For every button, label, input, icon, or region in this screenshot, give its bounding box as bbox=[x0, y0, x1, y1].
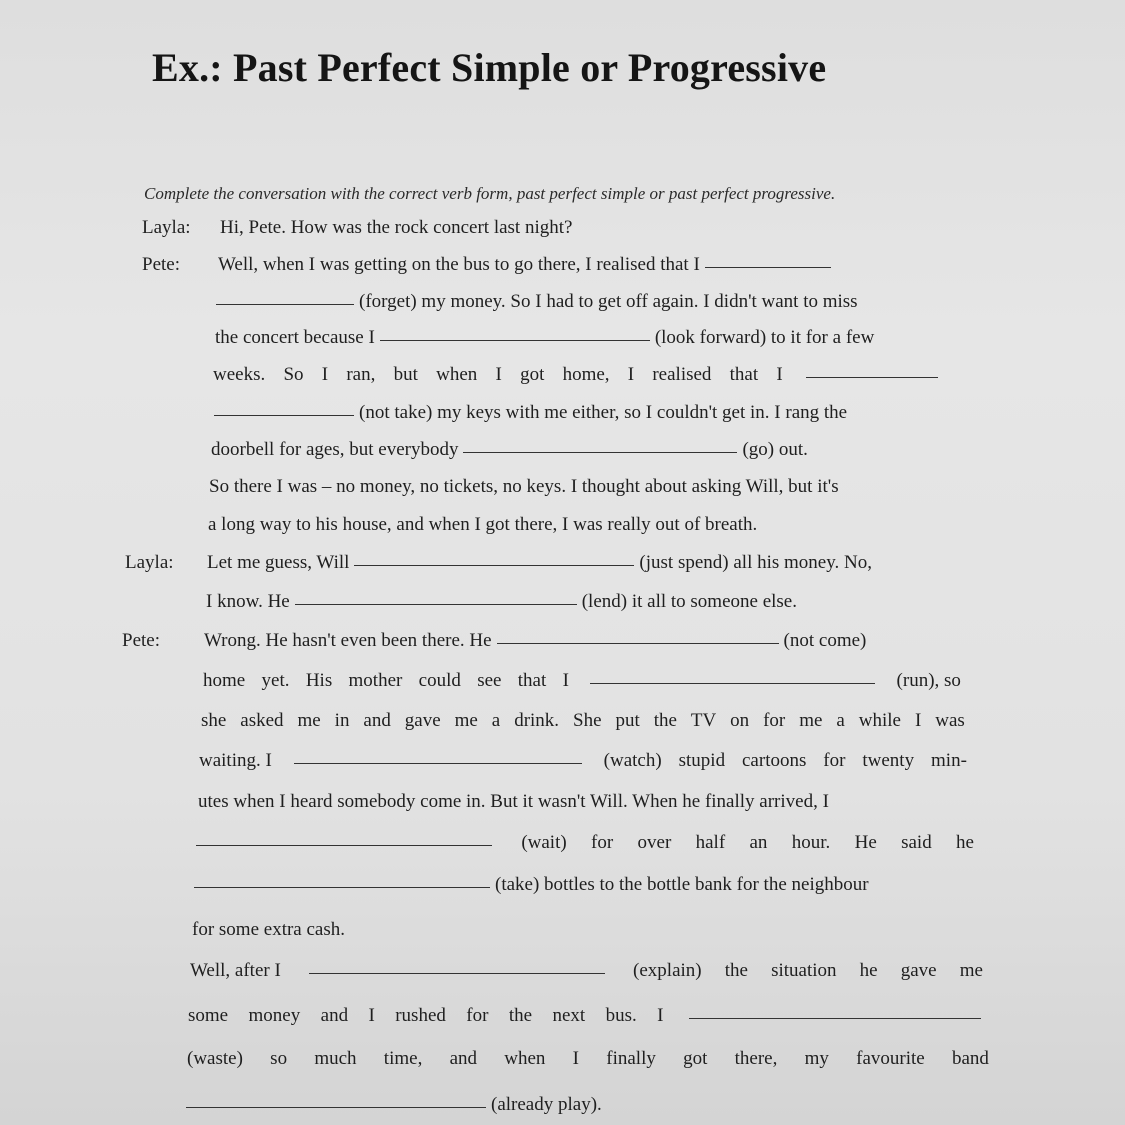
word: so bbox=[270, 1048, 288, 1069]
word: I bbox=[368, 1005, 375, 1026]
word: the bbox=[653, 710, 677, 731]
word: and bbox=[449, 1048, 478, 1069]
word: situation bbox=[771, 960, 837, 981]
line-text: (lend) it all to someone else. bbox=[581, 591, 797, 612]
answer-blank[interactable] bbox=[497, 642, 779, 644]
answer-blank[interactable] bbox=[214, 414, 354, 416]
word: (watch) bbox=[603, 750, 662, 771]
dialogue-line bbox=[190, 960, 983, 982]
word: put bbox=[615, 710, 640, 731]
word: yet. bbox=[261, 670, 290, 691]
line-text: the concert because I bbox=[215, 327, 375, 348]
dialogue-line bbox=[215, 327, 874, 349]
word: I bbox=[321, 364, 329, 385]
word: finally bbox=[606, 1048, 656, 1069]
line-text: (run), so bbox=[896, 670, 961, 691]
word: some bbox=[188, 1005, 229, 1026]
dialogue-line bbox=[218, 254, 836, 276]
dialogue-line bbox=[206, 591, 797, 613]
exercise-instruction: Complete the conversation with the correct verb form, past perfect simple or past perfect progressive. bbox=[144, 184, 836, 203]
word: an bbox=[749, 832, 768, 853]
word: there, bbox=[734, 1048, 778, 1069]
dialogue-line bbox=[192, 919, 345, 941]
dialogue-line bbox=[204, 630, 866, 652]
word: I bbox=[914, 710, 922, 731]
word: when bbox=[436, 364, 478, 385]
word: when bbox=[504, 1048, 546, 1069]
word: and bbox=[363, 710, 391, 731]
word: mother bbox=[348, 670, 403, 691]
word: (wait) bbox=[521, 832, 567, 853]
dialogue-line bbox=[220, 217, 572, 239]
word: rushed bbox=[395, 1005, 446, 1026]
word: for bbox=[763, 710, 786, 731]
answer-blank[interactable] bbox=[309, 972, 605, 974]
word: the bbox=[508, 1005, 533, 1026]
word: favourite bbox=[856, 1048, 925, 1069]
word: was bbox=[935, 710, 965, 731]
word: band bbox=[951, 1048, 989, 1069]
word: me bbox=[799, 710, 823, 731]
word: me bbox=[454, 710, 478, 731]
word: the bbox=[724, 960, 748, 981]
word: I bbox=[495, 364, 502, 385]
line-text: utes when I heard somebody come in. But it wasn't Will. When he finally arrived, I bbox=[198, 791, 829, 812]
speaker-layla: Layla: bbox=[142, 217, 191, 238]
word: twenty bbox=[862, 750, 915, 771]
word: see bbox=[477, 670, 502, 691]
line-text: (take) bottles to the bottle bank for the neighbour bbox=[495, 874, 869, 895]
word: me bbox=[959, 960, 983, 981]
word: So bbox=[283, 364, 304, 385]
dialogue-line bbox=[198, 791, 829, 813]
word: she bbox=[201, 710, 227, 731]
line-text: I know. He bbox=[206, 591, 290, 612]
word: could bbox=[418, 670, 461, 691]
speaker-layla: Layla: bbox=[125, 552, 174, 573]
word: he bbox=[859, 960, 878, 981]
word: said bbox=[901, 832, 932, 853]
answer-blank[interactable] bbox=[354, 564, 634, 566]
answer-blank[interactable] bbox=[590, 682, 875, 684]
dialogue-line bbox=[187, 1048, 989, 1070]
word: he bbox=[956, 832, 974, 853]
answer-blank[interactable] bbox=[463, 451, 737, 453]
word: drink. bbox=[514, 710, 560, 731]
answer-blank[interactable] bbox=[196, 844, 492, 846]
line-text: Hi, Pete. How was the rock concert last night? bbox=[220, 217, 573, 238]
line-text: (just spend) all his money. No, bbox=[639, 552, 872, 573]
line-text: doorbell for ages, but everybody bbox=[211, 439, 459, 460]
word: that bbox=[517, 670, 547, 691]
word: over bbox=[637, 832, 672, 853]
word: for bbox=[591, 832, 614, 853]
dialogue-line bbox=[213, 364, 943, 386]
answer-blank[interactable] bbox=[186, 1106, 486, 1108]
speaker-pete: Pete: bbox=[142, 254, 180, 275]
word: min- bbox=[931, 750, 967, 771]
answer-blank[interactable] bbox=[194, 886, 490, 888]
word: weeks. bbox=[213, 364, 266, 385]
word: bus. bbox=[605, 1005, 637, 1026]
line-text: (already play). bbox=[491, 1094, 602, 1115]
word: His bbox=[305, 670, 333, 691]
word: gave bbox=[404, 710, 441, 731]
answer-blank[interactable] bbox=[380, 339, 650, 341]
dialogue-line bbox=[186, 1094, 602, 1116]
line-text: (forget) my money. So I had to get off again. I didn't want to miss bbox=[359, 291, 858, 312]
word: home bbox=[203, 670, 246, 691]
dialogue-line bbox=[207, 552, 872, 574]
word: asked bbox=[240, 710, 284, 731]
answer-blank[interactable] bbox=[295, 603, 577, 605]
line-text: (look forward) to it for a few bbox=[654, 327, 875, 348]
word: realised bbox=[652, 364, 712, 385]
word: me bbox=[297, 710, 321, 731]
word: much bbox=[314, 1048, 357, 1069]
page-title: Ex.: Past Perfect Simple or Progressive bbox=[152, 45, 827, 90]
word: while bbox=[858, 710, 901, 731]
line-text: Well, after I bbox=[190, 960, 281, 981]
answer-blank[interactable] bbox=[294, 762, 582, 764]
word: cartoons bbox=[742, 750, 807, 771]
answer-blank[interactable] bbox=[705, 266, 831, 268]
word: money bbox=[248, 1005, 301, 1026]
answer-blank[interactable] bbox=[689, 1017, 981, 1019]
word: half bbox=[695, 832, 726, 853]
dialogue-line bbox=[188, 1005, 986, 1027]
word: my bbox=[804, 1048, 829, 1069]
dialogue-line bbox=[211, 439, 808, 461]
dialogue-line bbox=[194, 874, 869, 896]
line-text: a long way to his house, and when I got there, I was really out of breath. bbox=[208, 514, 758, 535]
word: He bbox=[854, 832, 877, 853]
dialogue-line bbox=[201, 710, 965, 732]
line-text: for some extra cash. bbox=[192, 919, 345, 940]
word: a bbox=[836, 710, 845, 731]
line-text: Let me guess, Will bbox=[207, 552, 350, 573]
word: I bbox=[657, 1005, 664, 1026]
dialogue-line bbox=[214, 402, 847, 424]
answer-blank[interactable] bbox=[216, 303, 354, 305]
line-text: Wrong. He hasn't even been there. He bbox=[204, 630, 492, 651]
dialogue-line bbox=[203, 670, 961, 692]
word: and bbox=[320, 1005, 349, 1026]
dialogue-line bbox=[208, 514, 757, 536]
dialogue-line bbox=[216, 291, 858, 313]
word: I bbox=[572, 1048, 579, 1069]
word: (waste) bbox=[187, 1048, 243, 1069]
word: on bbox=[730, 710, 750, 731]
word: I bbox=[776, 364, 783, 385]
word: stupid bbox=[678, 750, 726, 771]
dialogue-line bbox=[199, 750, 967, 772]
dialogue-line bbox=[196, 832, 974, 854]
word: got bbox=[683, 1048, 708, 1069]
word: for bbox=[466, 1005, 489, 1026]
line-text: (not take) my keys with me either, so I couldn't get in. I rang the bbox=[359, 402, 848, 423]
line-text: (go) out. bbox=[742, 439, 808, 460]
word: I bbox=[627, 364, 635, 385]
word: time, bbox=[383, 1048, 423, 1069]
word: I bbox=[562, 670, 569, 691]
word: She bbox=[573, 710, 602, 731]
word: but bbox=[393, 364, 418, 385]
speaker-pete: Pete: bbox=[122, 630, 160, 651]
word: a bbox=[491, 710, 501, 731]
word: (explain) bbox=[633, 960, 702, 981]
word: next bbox=[552, 1005, 586, 1026]
word: ran, bbox=[346, 364, 376, 385]
dialogue-line bbox=[209, 476, 839, 498]
word: gave bbox=[900, 960, 937, 981]
line-text: So there I was – no money, no tickets, no keys. I thought about asking Will, but it's bbox=[209, 476, 839, 497]
word: in bbox=[334, 710, 350, 731]
word: home, bbox=[562, 364, 610, 385]
answer-blank[interactable] bbox=[806, 376, 938, 378]
line-text: Well, when I was getting on the bus to go there, I realised that I bbox=[218, 254, 700, 275]
word: for bbox=[823, 750, 846, 771]
word: got bbox=[520, 364, 545, 385]
word: TV bbox=[690, 710, 717, 731]
line-text: (not come) bbox=[783, 630, 867, 651]
word: hour. bbox=[791, 832, 831, 853]
word: that bbox=[729, 364, 759, 385]
line-text: waiting. I bbox=[199, 750, 272, 771]
